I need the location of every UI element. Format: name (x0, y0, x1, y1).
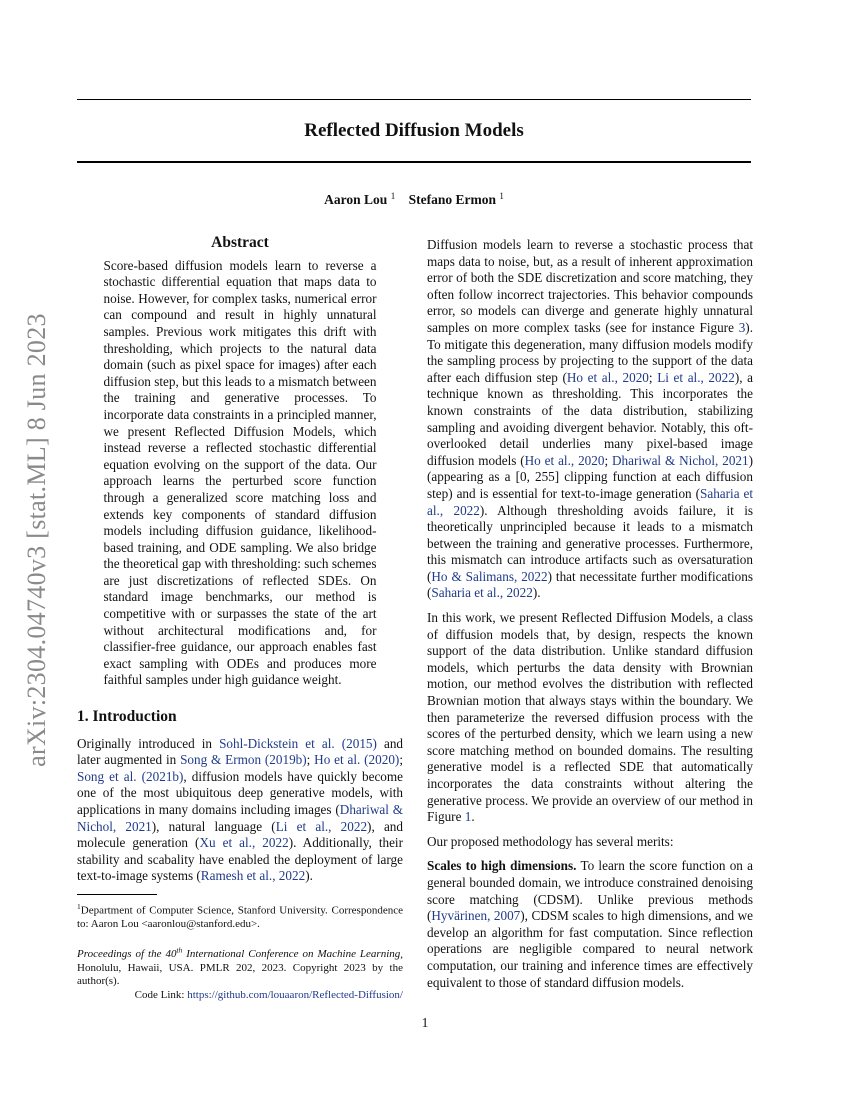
text-span: ; (306, 752, 315, 768)
citation-link[interactable]: Ho et al., 2020 (566, 369, 649, 385)
citation-link[interactable]: Dhariwal & Nichol, 2021 (612, 452, 749, 468)
citation-link[interactable]: Sohl-Dickstein et al. (2015) (219, 735, 377, 751)
citation-link[interactable]: Ho et al., 2020 (524, 452, 605, 468)
text-span: ), CDSM scales to high dimensions, and we develop an algorithm for fast computation. Since reflection operations are negligible compared to neural network computation, our training and inference times are effectively equivalent to those of standard diffusion models. (427, 908, 753, 990)
ordinal-suffix: th (176, 945, 183, 955)
citation-link[interactable]: Ho et al. (2020) (314, 752, 400, 768)
arxiv-side-stamp: arXiv:2304.04740v3 [stat.ML] 8 Jun 2023 (22, 313, 51, 767)
footnote-text: Department of Computer Science, Stanford University. Correspondence to: Aaron Lou <aaronlou@stanford.edu>. (77, 904, 403, 931)
text-span: ; (604, 452, 613, 468)
citation-link[interactable]: Xu et al., 2022 (199, 835, 289, 851)
text-span: ). (305, 868, 313, 884)
text-span: ; (648, 369, 658, 385)
author-list (77, 191, 751, 208)
text-span: , Honolulu, Hawaii, USA. PMLR 202, 2023. Copyright 2023 by the author(s). (77, 948, 403, 988)
title-top-rule (77, 99, 751, 100)
citation-link[interactable]: Saharia et al., 2022 (427, 485, 754, 518)
text-span: ; (399, 752, 403, 768)
text-span: In this work, we present Reflected Diffusion Models, a class of diffusion models that, by design, respects the known support of the data distribution. Unlike standard diffusion models, which perturbs the data density with Brownian motion, our method evolves the distribution with reflected Brownian motion that always stays within the boundary. We then parameterize the reversed diffusion process with the scores of the perturbed density, which we learn using a new score matching method on bounded domains. The resulting generative model is a reflected SDE that automatically incorporates the data constraints without altering the generative process. We provide an overview of our method in Figure (427, 610, 753, 825)
right-paragraph-4 (427, 858, 753, 991)
left-column (77, 235, 403, 1002)
text-span: and later augmented in (77, 735, 404, 768)
text-span: . (471, 809, 475, 825)
right-paragraph-3: Our proposed methodology has several merits: (427, 833, 674, 849)
title-bottom-rule (77, 161, 751, 163)
text-span: ). To mitigate this degeneration, many diffusion models modify the sampling process by projecting to the support of the data after each diffusion step ( (427, 319, 753, 385)
text-span: To learn the score function on a general bounded domain, we introduce constrained denoising score matching (CDSM). Unlike previous methods ( (427, 858, 753, 924)
right-column (427, 237, 753, 999)
citation-link[interactable]: Hyvärinen, 2007 (431, 908, 521, 924)
author-affiliation-mark: 1 (499, 191, 504, 201)
author-affiliation-mark: 1 (390, 191, 396, 201)
text-span: ), natural language ( (151, 818, 276, 834)
citation-link[interactable]: Saharia et al., 2022 (431, 585, 533, 601)
abstract-text: Score-based diffusion models learn to reverse a stochastic differential equation that maps data to noise. However, for complex tasks, numerical error can compound and result in highly unnatural samples. Previous work mitigates this drift with thresholding, which projects to the natural data domain (such as pixel space for images) after each diffusion step, but this leads to a mismatch between the training and generative processes. To incorporate data constraints in a principled manner, we present Reflected Diffusion Models, which instead reverse a reflected stochastic differential equation evolving on the support of the data. Our approach learns the perturbed score function through a generalized score matching loss and extends key components of standard diffusion models including diffusion guidance, likelihood-based training, and ODE sampling. We also bridge the theoretical gap with thresholding: such schemes are just discretizations of reflected SDEs. On standard image benchmarks, our method is competitive with or surpasses the state of the art without architectural modifications and, for classifier-free guidance, our approach enables fast exact sampling with ODEs and produces more faithful samples under high guidance weight. (103, 257, 377, 688)
right-paragraph-2 (427, 610, 753, 826)
footnote-mark: 1 (77, 901, 81, 911)
code-link-label: Code Link: (134, 988, 188, 1001)
text-span: ), and molecule generation ( (77, 818, 403, 851)
intro-paragraph-1 (77, 736, 403, 885)
author-name: Stefano Ermon (408, 192, 496, 207)
text-span: Diffusion models learn to reverse a stochastic process that maps data to noise, but, as a result of inherent approximation error of both the SDE discretization and score matching, they often follow incorrect trajectories. This behavior compounds error, so models can diverge and generate highly unnatural samples on more complex tasks (see for instance Figure (427, 237, 753, 335)
footnote-rule (77, 894, 157, 895)
citation-link[interactable]: Song et al. (2021b) (77, 768, 184, 784)
abstract-heading: Abstract (211, 234, 269, 251)
code-link-url[interactable]: https://github.com/louaaron/Reflected-Diffusion/ (187, 988, 403, 1001)
figure-reference-link[interactable]: 1 (464, 809, 472, 825)
page-number: 1 (421, 1015, 429, 1030)
figure-reference-link[interactable]: 3 (738, 319, 746, 335)
text-span: International Conference on Machine Learning (182, 948, 401, 961)
text-span: ). Additionally, their stability and scabality have enabled the deployment of large text-to-image systems ( (77, 835, 403, 884)
text-span: ). Although thresholding avoids failure, it is theoretically unprincipled because it leads to a mismatch between the training and generative processes. Furthermore, this mismatch can introduce artifacts such as oversaturation ( (427, 502, 753, 584)
citation-link[interactable]: Ramesh et al., 2022 (200, 868, 306, 884)
text-span: ) that necessitate further modifications ( (427, 568, 753, 601)
citation-link[interactable]: Dhariwal & Nichol, 2021 (77, 802, 403, 834)
affiliation-footnote (77, 900, 403, 932)
citation-link[interactable]: Li et al., 2022 (657, 369, 735, 385)
paper-title: Reflected Diffusion Models (304, 120, 524, 141)
author-2 (409, 192, 504, 207)
author-1 (324, 192, 395, 207)
section-heading-introduction: 1. Introduction (77, 708, 177, 726)
paragraph-lead-in: Scales to high dimensions. (427, 858, 577, 874)
citation-link[interactable]: Song & Ermon (2019b) (180, 752, 307, 768)
text-span: , diffusion models have quickly become one of the most ubiquitous deep generative models, with applications in many domains including images ( (77, 768, 403, 817)
proceedings-note (77, 944, 403, 989)
citation-link[interactable]: Li et al., 2022 (275, 818, 368, 834)
text-span: ), a technique known as thresholding. This incorporates the known constraints of the data distribution, stabilizing sampling and avoiding divergent behavior. Notably, this oft-overlooked detail underlies many pixel-based image diffusion models ( (427, 369, 753, 468)
text-span: Originally introduced in (77, 735, 220, 751)
code-link-line (77, 989, 403, 1003)
citation-link[interactable]: Ho & Salimans, 2022 (431, 568, 548, 584)
right-paragraph-1 (427, 237, 753, 602)
text-span: ) (appearing as a [0, 255] clipping function at each diffusion step) and is essential for text-to-image generation ( (427, 452, 754, 501)
author-name: Aaron Lou (324, 192, 388, 207)
text-span: ). (532, 585, 541, 601)
text-span: Proceedings of the 40 (77, 948, 177, 961)
